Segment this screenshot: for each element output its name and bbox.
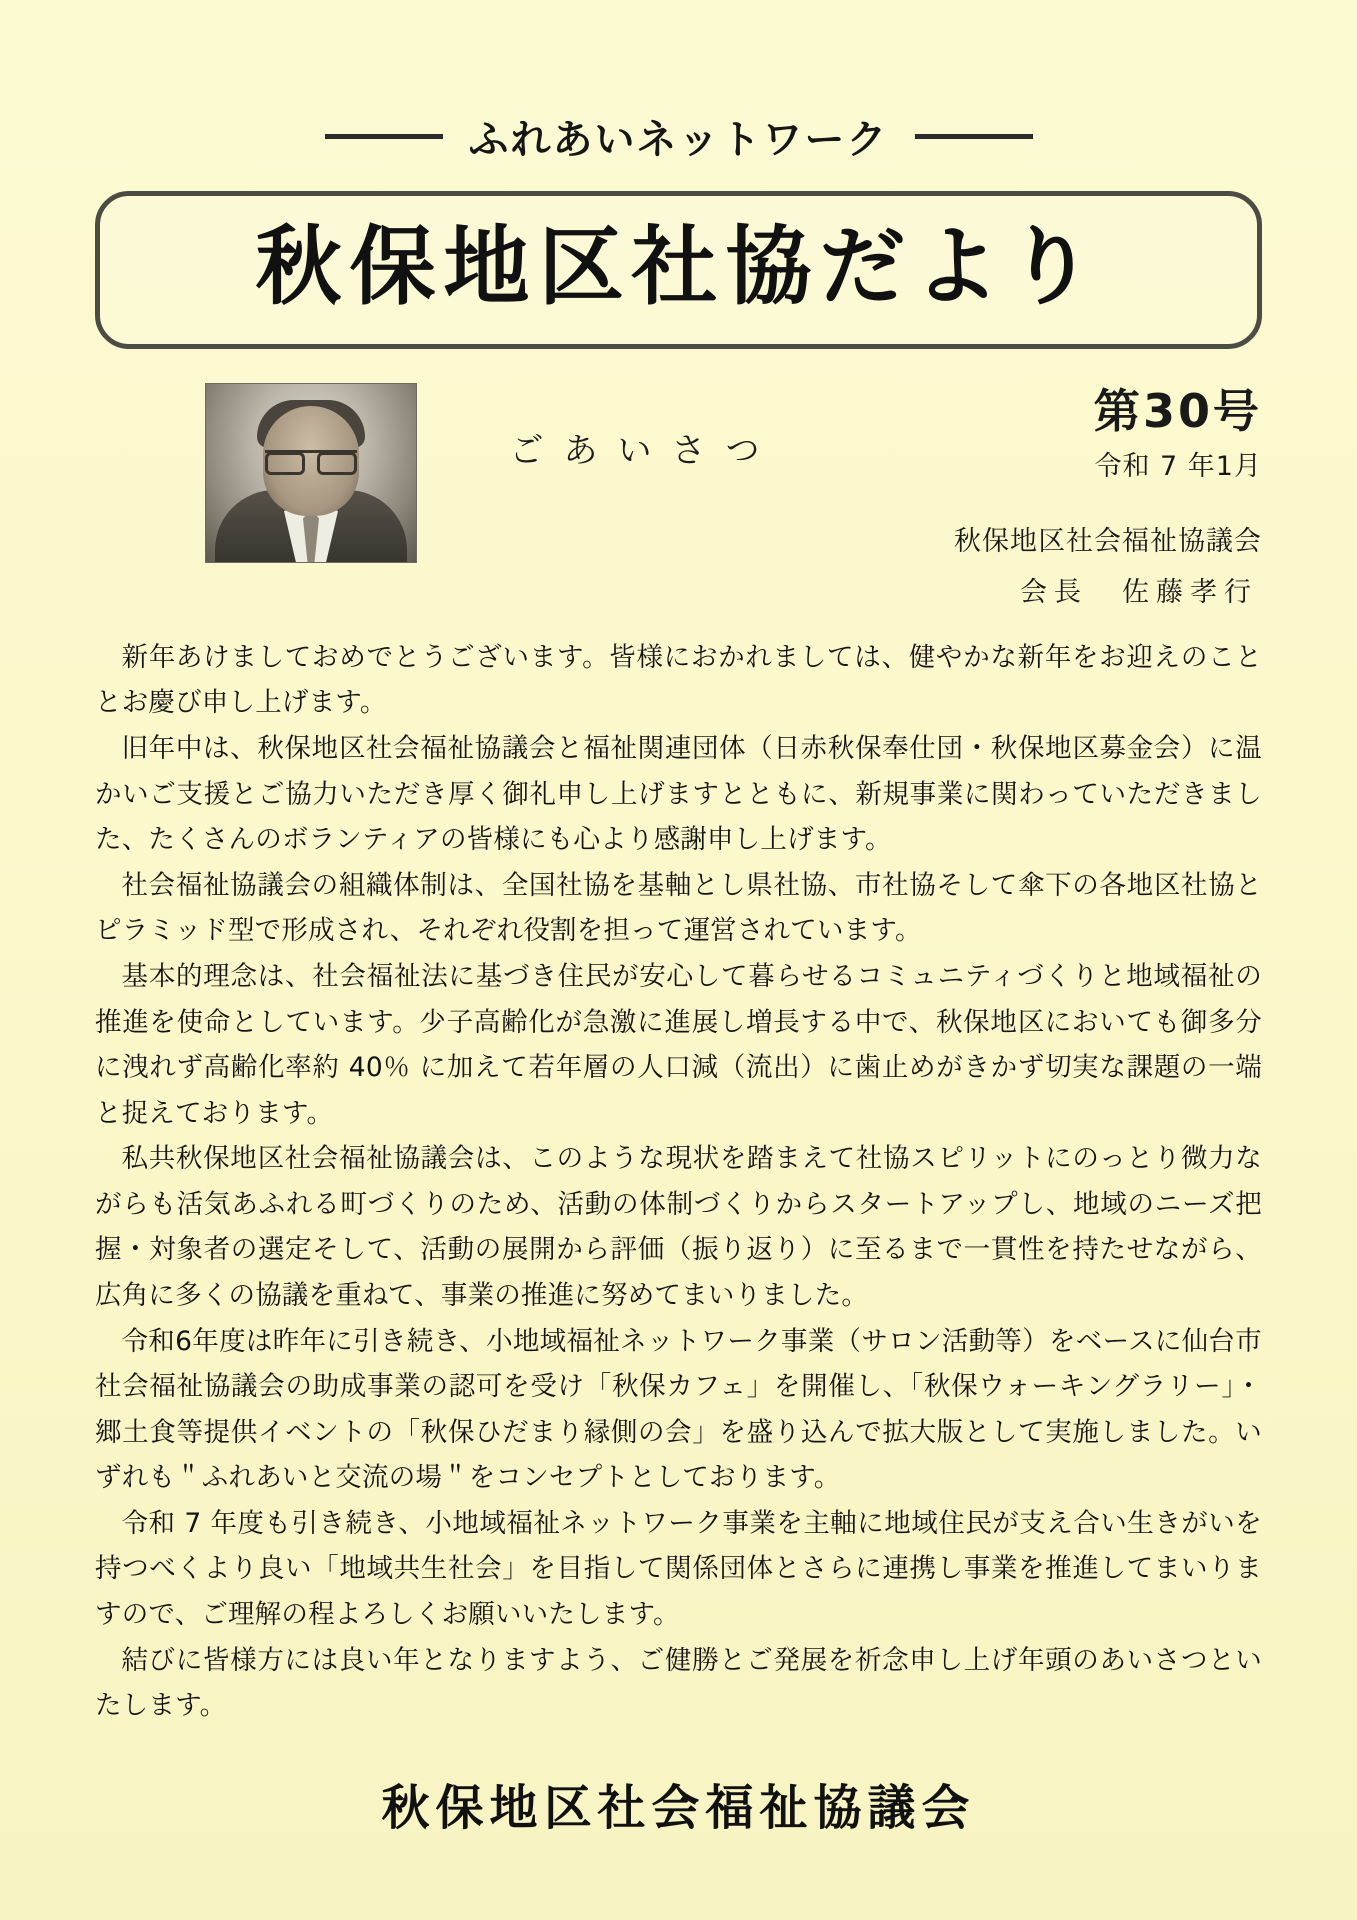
page-title: 秋保地区社協だより — [255, 217, 1102, 317]
avatar — [205, 383, 417, 563]
paragraph: 社会福祉協議会の組織体制は、全国社協を基軸とし県社協、市社協そして傘下の各地区社協とピラミッド型で形成され、それぞれ役割を担って運営されています。 — [95, 869, 1262, 947]
paragraph: 令和 7 年度も引き続き、小地域福祉ネットワーク事業を主軸に地域住民が支え合い生きがいを持つべくより良い「地域共生社会」を目指して関係団体とさらに連携し事業を推進してまいりますので、ご理解の程よろしくお願いいたします。 — [95, 1507, 1262, 1631]
title-box — [95, 191, 1262, 349]
paragraph: 結びに皆様方には良い年となりますよう、ご健勝とご発展を祈念申し上げ年頭のあいさつといたします。 — [95, 1644, 1262, 1722]
network-label: ふれあいネットワーク — [468, 117, 889, 163]
paragraph: 私共秋保地区社会福祉協議会は、このような現状を踏まえて社協スピリットにのっとり微力ながらも活気あふれる町づくりのため、活動の体制づくりからスタートアップし、地域のニーズ把握・対象者の選定そして、活動の展開から評価（振り返り）に至るまで一貫性を持たせながら、広角に多くの協議を重ねて、事業の推進に努めてまいりました。 — [95, 1143, 1262, 1311]
issue-number: 第30号 — [1093, 384, 1262, 438]
organization-name: 秋保地区社会福祉協議会 — [954, 525, 1262, 557]
masthead-rule-right — [915, 134, 1033, 139]
masthead — [95, 0, 1262, 165]
paragraph: 基本的理念は、社会福祉法に基づき住民が安心して暮らせるコミュニティづくりと地域福祉の推進を使命としています。少子高齢化が急激に進展し増長する中で、秋保地区においても御多分に洩れず高齢化率約 40％ に加えて若年層の人口減（流出）に歯止めがきかず切実な課題の一端と捉えております。 — [95, 960, 1262, 1129]
paragraph: 旧年中は、秋保地区社会福祉協議会と福祉関連団体（日赤秋保奉仕団・秋保地区募金会）に温かいご支援とご協力いただき厚く御礼申し上げますとともに、新規事業に関わっていただきました、たくさんのボランティアの皆様にも心より感謝申し上げます。 — [95, 733, 1262, 856]
greeting-header — [95, 383, 1262, 609]
masthead-rule-left — [325, 134, 443, 139]
paragraph: 新年あけましておめでとうございます。皆様におかれましては、健やかな新年をお迎えのこととお慶び申し上げます。 — [95, 641, 1262, 719]
article-body — [95, 635, 1262, 1729]
paragraph: 令和6年度は昨年に引き続き、小地域福祉ネットワーク事業（サロン活動等）をベースに仙台市社会福祉協議会の助成事業の認可を受け「秋保カフェ」を開催し、「秋保ウォーキングラリー」・郷土食等提供イベントの「秋保ひだまり縁側の会」を盛り込んで拡大版として実施しました。いずれも＂ふれあいと交流の場＂をコンセプトとしております。 — [95, 1325, 1262, 1494]
greeting-title-area — [417, 383, 872, 472]
greeting-label: ごあいさつ — [509, 431, 780, 471]
issue-date: 令和 7 年1月 — [1094, 450, 1262, 482]
glasses-icon — [265, 450, 357, 471]
chairperson-name: 会長 佐藤孝行 — [1020, 576, 1258, 608]
footer-organization: 秋保地区社会福祉協議会 — [381, 1780, 976, 1836]
issue-info — [872, 383, 1262, 609]
footer — [0, 1769, 1357, 1838]
